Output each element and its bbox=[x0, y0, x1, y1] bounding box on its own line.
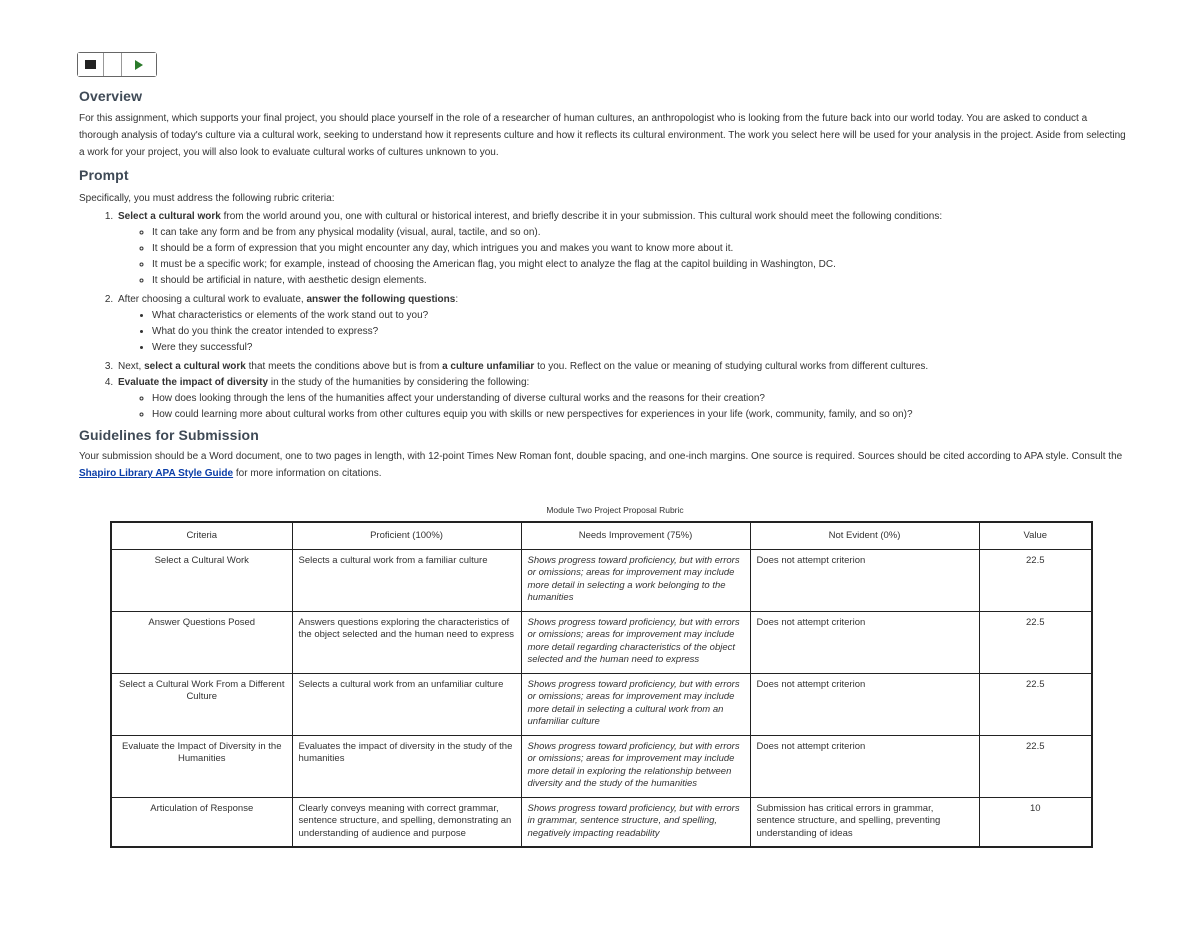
item-text: After choosing a cultural work to evaluate, bbox=[118, 294, 307, 305]
media-controls bbox=[77, 52, 157, 77]
proficient-cell: Selects a cultural work from an unfamiliar culture bbox=[292, 673, 521, 735]
header-criteria: Criteria bbox=[111, 522, 292, 549]
condition-list bbox=[118, 225, 1129, 289]
header-needs-improvement: Needs Improvement (75%) bbox=[521, 522, 750, 549]
item-text: Next, bbox=[118, 361, 145, 372]
table-row bbox=[111, 673, 1092, 735]
needs-improvement-cell: Shows progress toward proficiency, but with errors or omissions; areas for improvement may include more detail regarding characteristics of the object selected and the human need to express bbox=[521, 611, 750, 673]
question-list bbox=[118, 308, 1129, 356]
item-bold-text: answer the following questions bbox=[306, 294, 456, 305]
list-item: ◦ It should be artificial in nature, with aesthetic design elements. bbox=[152, 273, 1129, 289]
item-text: : bbox=[455, 294, 459, 305]
value-cell: 22.5 bbox=[979, 673, 1092, 735]
value-cell: 22.5 bbox=[979, 549, 1092, 611]
table-header-row bbox=[111, 522, 1092, 549]
not-evident-cell: Does not attempt criterion bbox=[750, 549, 979, 611]
overview-heading: Overview bbox=[79, 88, 143, 104]
proficient-cell: Evaluates the impact of diversity in the study of the humanities bbox=[292, 735, 521, 797]
list-item bbox=[116, 209, 1129, 289]
value-cell: 10 bbox=[979, 797, 1092, 847]
needs-improvement-cell: Shows progress toward proficiency, but with errors or omissions; areas for improvement may include more detail in exploring the relationship between diversity and the study of the humanities bbox=[521, 735, 750, 797]
stop-icon bbox=[85, 60, 96, 69]
list-item: • What characteristics or elements of the work stand out to you? bbox=[152, 308, 1129, 324]
needs-improvement-cell: Shows progress toward proficiency, but with errors or omissions; areas for improvement may include more detail in selecting a cultural work from an unfamiliar culture bbox=[521, 673, 750, 735]
list-item: • Were they successful? bbox=[152, 340, 1129, 356]
list-item: ◦ It can take any form and be from any physical modality (visual, aural, tactile, and so on). bbox=[152, 225, 1129, 241]
play-icon bbox=[135, 60, 143, 70]
proficient-cell: Answers questions exploring the characteristics of the object selected and the human need to express bbox=[292, 611, 521, 673]
criteria-cell: Select a Cultural Work bbox=[111, 549, 292, 611]
stop-button[interactable] bbox=[78, 53, 104, 76]
table-row bbox=[111, 797, 1092, 847]
list-item bbox=[116, 292, 1129, 356]
list-item: ◦ It should be a form of expression that you might encounter any day, which intrigues you and makes you want to know more about it. bbox=[152, 241, 1129, 257]
not-evident-cell: Submission has critical errors in grammar, sentence structure, and spelling, preventing understanding of ideas bbox=[750, 797, 979, 847]
item-bold-text: a culture unfamiliar bbox=[442, 361, 535, 372]
not-evident-cell: Does not attempt criterion bbox=[750, 611, 979, 673]
list-item: ◦ How could learning more about cultural works from other cultures equip you with skills or new perspectives for experiences in your life (work, community, family, and so on)? bbox=[152, 407, 1129, 423]
prompt-heading: Prompt bbox=[79, 167, 129, 183]
not-evident-cell: Does not attempt criterion bbox=[750, 673, 979, 735]
overview-text: For this assignment, which supports your final project, you should place yourself in the role of a researcher of human cultures, an anthropologist who is looking from the future back into our world today. You are asked to conduct a thorough analysis of today's culture via a cultural work, seeking to understand how it represents culture and how it reflects its cultural environment. The work you select here will be used for your analysis in the project. Aside from selecting a work for your project, you will also look to evaluate cultural works of cultures unknown to you. bbox=[79, 113, 1126, 158]
header-proficient: Proficient (100%) bbox=[292, 522, 521, 549]
list-item: • What do you think the creator intended to express? bbox=[152, 324, 1129, 340]
guidelines-text bbox=[79, 448, 1129, 482]
item-bold-text: Select a cultural work bbox=[118, 211, 221, 222]
item-bold-text: Evaluate the impact of diversity bbox=[118, 377, 269, 388]
proficient-cell: Clearly conveys meaning with correct grammar, sentence structure, and spelling, demonstrating an understanding of audience and purpose bbox=[292, 797, 521, 847]
table-row bbox=[111, 549, 1092, 611]
needs-improvement-cell: Shows progress toward proficiency, but with errors in grammar, sentence structure, and spelling, negatively impacting readability bbox=[521, 797, 750, 847]
item-text: in the study of the humanities by considering the following: bbox=[268, 377, 530, 388]
item-text: to you. Reflect on the value or meaning of studying cultural works from different cultures. bbox=[534, 361, 929, 372]
criteria-cell: Answer Questions Posed bbox=[111, 611, 292, 673]
control-divider bbox=[104, 53, 122, 76]
list-item bbox=[116, 359, 1129, 375]
item-text: from the world around you, one with cultural or historical interest, and briefly describe it in your submission. This cultural work should meet the following conditions: bbox=[220, 211, 943, 222]
needs-improvement-cell: Shows progress toward proficiency, but with errors or omissions; areas for improvement may include more detail in selecting a work belonging to the humanities bbox=[521, 549, 750, 611]
list-item: ◦ How does looking through the lens of the humanities affect your understanding of diverse cultural works and the reasons for their creation? bbox=[152, 391, 1129, 407]
consideration-list bbox=[118, 391, 1129, 423]
table-row bbox=[111, 735, 1092, 797]
item-text: that meets the conditions above but is from bbox=[245, 361, 443, 372]
value-cell: 22.5 bbox=[979, 611, 1092, 673]
assignment-content bbox=[79, 88, 1129, 482]
prompt-intro: Specifically, you must address the following rubric criteria: bbox=[79, 193, 335, 204]
header-value: Value bbox=[979, 522, 1092, 549]
apa-style-guide-link[interactable]: Shapiro Library APA Style Guide bbox=[79, 468, 234, 479]
value-cell: 22.5 bbox=[979, 735, 1092, 797]
play-button[interactable] bbox=[122, 53, 156, 76]
list-item bbox=[116, 375, 1129, 423]
rubric-table bbox=[110, 521, 1093, 848]
not-evident-cell: Does not attempt criterion bbox=[750, 735, 979, 797]
criteria-list bbox=[79, 209, 1129, 423]
item-bold-text: select a cultural work bbox=[144, 361, 246, 372]
criteria-cell: Select a Cultural Work From a Different Culture bbox=[111, 673, 292, 735]
list-item: ◦ It must be a specific work; for example, instead of choosing the American flag, you might elect to analyze the flag at the capitol building in Washington, DC. bbox=[152, 257, 1129, 273]
criteria-cell: Evaluate the Impact of Diversity in the Humanities bbox=[111, 735, 292, 797]
proficient-cell: Selects a cultural work from a familiar culture bbox=[292, 549, 521, 611]
guidelines-text-post: for more information on citations. bbox=[233, 468, 382, 479]
rubric-caption: Module Two Project Proposal Rubric bbox=[546, 505, 684, 515]
guidelines-heading: Guidelines for Submission bbox=[79, 427, 259, 443]
criteria-cell: Articulation of Response bbox=[111, 797, 292, 847]
header-not-evident: Not Evident (0%) bbox=[750, 522, 979, 549]
guidelines-text-pre: Your submission should be a Word document, one to two pages in length, with 12-point Times New Roman font, double spacing, and one-inch margins. One source is required. Sources should be cited according to APA style. Consult the bbox=[79, 451, 1123, 462]
table-row bbox=[111, 611, 1092, 673]
